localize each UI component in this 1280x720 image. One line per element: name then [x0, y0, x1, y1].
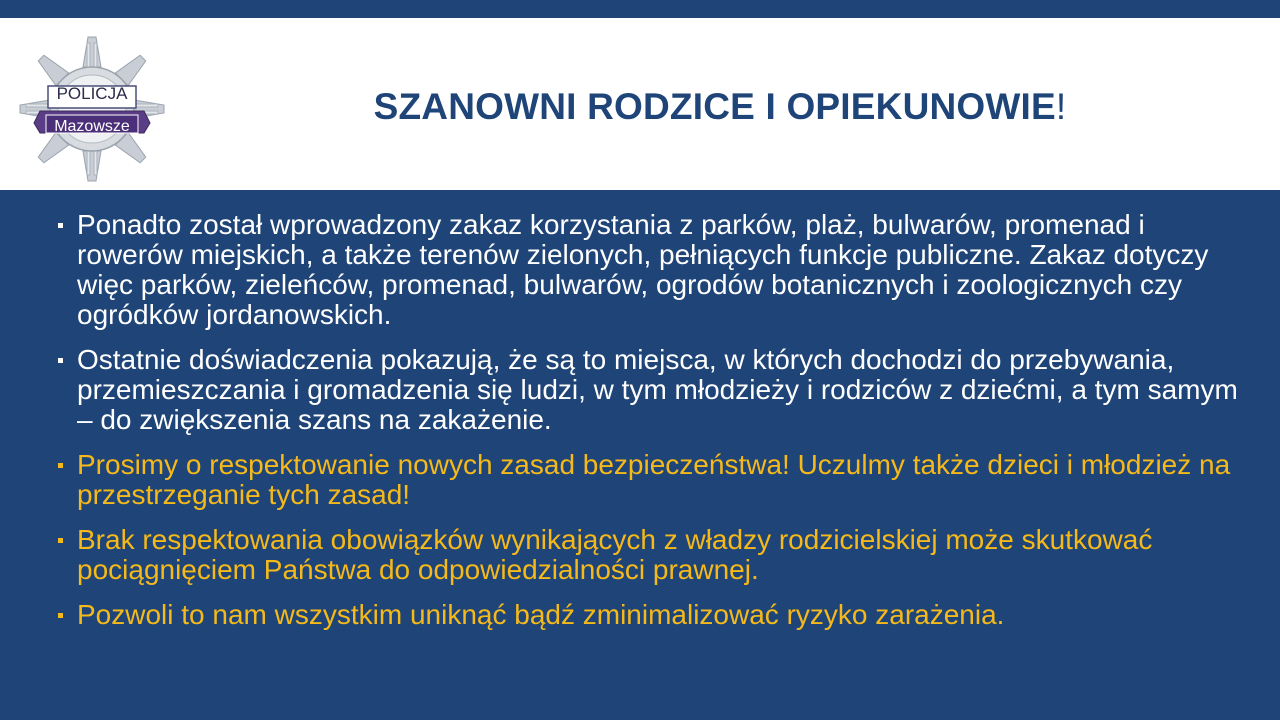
page-title	[200, 86, 1240, 128]
top-strip	[0, 0, 1280, 18]
bullet-item	[58, 450, 1248, 510]
police-star-logo-icon	[10, 34, 174, 184]
bullet-item	[58, 210, 1248, 330]
bullet-text: Ostatnie doświadczenia pokazują, że są to miejsca, w których dochodzi do przebywania, przemieszczania i gromadzenia się ludzi, w tym młodzieży i rodziców z dziećmi, a tym samym – do zwiększenia szans na zakażenie.	[77, 344, 1238, 435]
bullet-text: Prosimy o respektowanie nowych zasad bezpieczeństwa! Uczulmy także dzieci i młodzież na przestrzeganie tych zasad!	[77, 449, 1231, 510]
bullet-item	[58, 525, 1248, 585]
header	[0, 18, 1280, 190]
bullet-item	[58, 345, 1248, 435]
bullet-marker-icon	[58, 358, 63, 363]
page-title-suffix: !	[1055, 86, 1067, 127]
bullet-text: Brak respektowania obowiązków wynikających z władzy rodzicielskiej może skutkować pociągnięciem Państwa do odpowiedzialności prawnej.	[77, 524, 1153, 585]
bullet-marker-icon	[58, 538, 63, 543]
bullet-item	[58, 600, 1248, 630]
page-title-text: SZANOWNI RODZICE I OPIEKUNOWIE	[373, 86, 1056, 127]
bullet-text: Pozwoli to nam wszystkim uniknąć bądź zminimalizować ryzyko zarażenia.	[77, 599, 1005, 630]
logo-bottom-text: Mazowsze	[54, 118, 130, 135]
bullet-marker-icon	[58, 223, 63, 228]
bullet-list	[58, 210, 1248, 645]
bullet-marker-icon	[58, 463, 63, 468]
bullet-marker-icon	[58, 613, 63, 618]
bullet-text: Ponadto został wprowadzony zakaz korzystania z parków, plaż, bulwarów, promenad i rowerów miejskich, a także terenów zielonych, pełniących funkcje publiczne. Zakaz dotyczy więc parków, zieleńców, promenad, bulwarów, ogrodów botanicznych i zoologicznych czy ogródków jordanowskich.	[77, 209, 1209, 330]
logo-top-text: POLICJA	[56, 84, 128, 103]
